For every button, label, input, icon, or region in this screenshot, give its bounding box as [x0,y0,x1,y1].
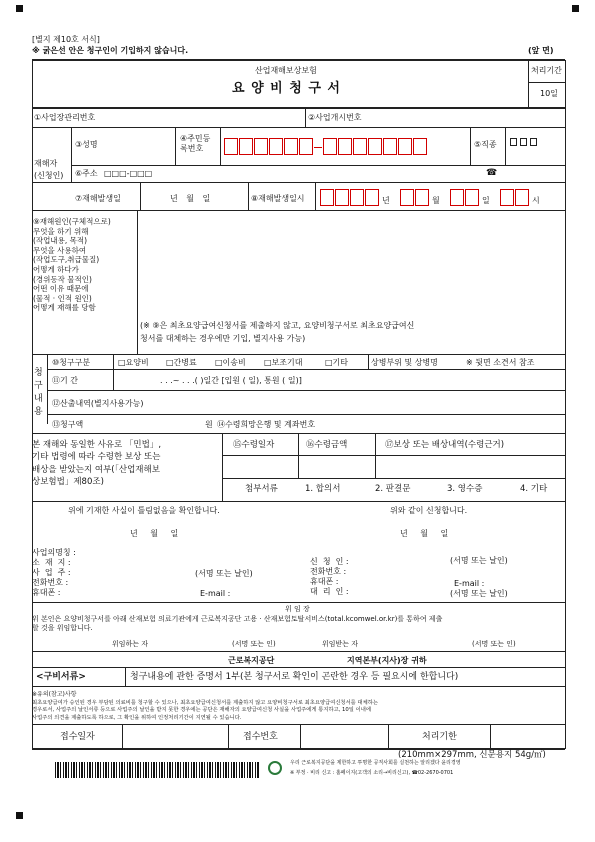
rrn-box-10[interactable] [368,138,382,155]
hour-box-2[interactable] [515,189,529,206]
claim-type-medical[interactable]: □요양비 [118,358,149,367]
delegation-text: 위 본인은 요양비청구서를 아래 산재보험 의료기관에게 근로복지공단 고용 · 산재보험토탈서비스(total.kcomwel.or.kr)를 통하여 제출 할 것을 위임합니다. [32,615,443,633]
injury-part-div [368,355,369,369]
injury-part-label: 상병부위 및 상병명 [371,358,438,367]
month-box-1[interactable] [400,189,414,206]
comp-head-bottom [222,455,565,456]
form-number: [별지 제10호 서식] [32,35,100,44]
rrn-box-13[interactable] [413,138,427,155]
attachment-agreement: 1. 합의서 [305,484,341,494]
required-docs-text: 청구내용에 관한 증명서 1부(본 청구서로 확인이 곤란한 경우 등 필요시에 한합니다) [130,672,459,682]
comp-bottom [32,501,565,502]
notes-title: ※유의(참고)사항 [32,691,77,698]
accident-date-div [140,183,141,210]
cause-bottom [32,354,565,355]
applicant-group-div [71,128,72,182]
rrn-box-3[interactable] [254,138,268,155]
applicant-group-label: 재해자 (신청인) [34,159,64,180]
attachment-receipt: 3. 영수증 [447,484,483,494]
comp-div-2 [298,434,299,478]
rrn-box-5[interactable] [284,138,298,155]
rrn-box-2[interactable] [239,138,253,155]
notes-text: 최초요양급여가 승인된 경우 부담된 의료비를 청구할 수 있으나, 최초요양급여신청서를 제출하지 않고 요양비청구서로 최초요양급여신청서를 대체하는 경우로서, 사업주의 날인서류 등으로 사업주의 날인을 받지 못한 경우에는 공단은 재해자의 요양급여신청 사실을 사업주에게 통지하고, 10일 이내에 사업주의 의견을 제출하도록 하으로, 그 확인을 위하여 인정처리기간이 지연될 수 있습니다. [32,700,378,721]
comp-div-3 [375,434,376,478]
compensation-text: 본 재해와 동일한 사유로 「민법」, 기타 법령에 따라 수령한 보상 또는 배상을 받았는지 여부(「산업재해보 상보험법」제80조) [32,440,162,487]
hour-label: 시 [532,196,540,205]
phone-icon: ☎ [486,168,498,178]
accident-date-format: 년 월 일 [170,194,211,203]
claim-amount-label: ⑬청구액 [52,420,84,429]
addressee-org: 근로복지공단 [228,656,275,665]
receipt-div-5 [490,725,491,748]
addressee-branch: 지역본부(지사)장 귀하 [347,656,427,665]
see-back-note: ※ 뒷면 소견서 참조 [466,358,535,367]
rrn-box-11[interactable] [383,138,397,155]
cause-label: ⑨재해원인(구체적으로) 무엇을 하기 위해 (작업내용, 목적) 무엇을 사용하여 (작업도구,취급물질) 어떻게 하다가 (경위동작 물적인) 어떤 이유 때문에 (물적 · 인적 원인) 어떻게 재해를 당함 [33,217,111,313]
injury-date-div2 [315,183,316,210]
claim-type-nursing[interactable]: □간병료 [166,358,197,367]
month-box-2[interactable] [415,189,429,206]
period-label: ⑪기 간 [52,376,78,385]
year-box-4[interactable] [365,189,379,206]
address-label: ⑥주소 [75,169,98,178]
cause-note-2: 청서를 대체하는 경우에만 기입, 별지사용 가능) [140,334,306,343]
year-label: 년 [382,196,390,205]
row1-div [305,108,306,127]
delegatee-sign: (서명 또는 인) [472,640,516,648]
rrn-box-8[interactable] [338,138,352,155]
top-border [32,59,565,61]
year-box-3[interactable] [350,189,364,206]
address-row-bottom [32,182,565,183]
injury-datetime-label: ⑧재해발생일시 [251,194,305,203]
processing-period-label: 처리기간 [531,66,562,75]
header-bottom-line [32,107,565,109]
claim-type-label: ⑩청구구분 [52,358,91,367]
agent-sign: (서명 또는 날인) [450,589,508,598]
claim-group-label: 청 구 내 용 [34,368,43,418]
start-no-label: ②사업개시번호 [308,113,362,122]
applicant-date: 년 월 일 [400,529,449,538]
year-box-2[interactable] [335,189,349,206]
delegation-title: 위 임 장 [285,605,310,613]
delegatee-label: 위임받는 자 [322,640,359,648]
accident-date-label: ⑦재해발생일 [75,194,121,203]
year-box-1[interactable] [320,189,334,206]
job-box-2[interactable] [520,138,527,146]
campaign-text: 우리 근로복지공단을 제한하고 투명한 공직사회를 실천하는 알리겠다 윤리경영 [290,760,461,766]
addressee-bottom [32,667,565,668]
injury-date-div [248,183,249,210]
rrn-box-7[interactable] [323,138,337,155]
bank-account-label: ⑭수령희망은행 및 계좌번호 [217,420,316,429]
period-divider [528,60,529,107]
attachments-label: 첨부서류 [245,484,278,494]
period-text: . . .~ . . .( )일간 [입원 ( 일), 통원 ( 일)] [160,376,302,385]
confirm-bottom [32,602,565,603]
kcomwel-logo-icon [268,761,282,775]
delegator-sign: (서명 또는 인) [232,640,276,648]
claim-type-prosthesis[interactable]: □보조기대 [264,358,303,367]
day-label: 일 [482,196,490,205]
receipt-div-1 [122,725,123,748]
dates-row-bottom [32,210,565,211]
claim-type-bottom [47,369,565,370]
applicant-confirm-heading: 위와 같이 신청합니다. [390,506,468,515]
hour-box-1[interactable] [500,189,514,206]
cause-note-1: (※ ⑨은 최초요양급여신청서를 제출하지 않고, 요양비청구서로 최초요양급여신 [140,321,415,330]
employer-sign: (서명 또는 날인) [195,569,253,578]
deadline-label: 처리기한 [422,732,457,742]
barcode [55,762,260,778]
claim-type-transport[interactable]: □이송비 [215,358,246,367]
rrn-box-12[interactable] [398,138,412,155]
delegator-label: 위임하는 자 [112,640,149,648]
corner-mark-top-left [16,5,23,12]
month-label: 월 [432,196,440,205]
form-notice: ※ 굵은선 안은 청구인이 기입하지 않습니다. [32,46,189,55]
receive-detail-label: ⑰보상 또는 배상내역(수령근거) [385,440,505,450]
receipt-div-3 [300,725,301,748]
employer-confirm-heading: 위에 기재한 사실이 틀림없음을 확인합니다. [68,506,220,515]
receive-amount-label: ⑯수령금액 [306,440,348,450]
rrn-box-4[interactable] [269,138,283,155]
comp-div-1 [222,434,223,501]
rrn-label: ④주민등 록번호 [180,134,211,154]
detail-bottom [47,414,565,415]
comp-body-bottom [222,478,565,479]
rrn-div [220,128,221,165]
period-line [528,82,565,83]
name-label: ③성명 [75,140,98,149]
left-border [32,60,33,749]
business-no-label: ①사업장관리번호 [34,113,96,122]
corner-mark-bottom-left [16,812,23,819]
processing-period-value: 10일 [540,89,558,98]
receipt-div-4 [388,725,389,748]
notes-bottom [32,724,565,725]
calculation-detail-label: ⑫산출내역(별지사용가능) [52,399,144,408]
postal-code-boxes[interactable]: □□□-□□□ [104,169,153,178]
applicant-sign: (서명 또는 날인) [450,556,508,565]
receipt-date-label: 접수일자 [60,732,95,742]
job-box-3[interactable] [530,138,537,146]
period-bottom [47,390,565,391]
employer-fields: 사업의명칭 : 소 재 지 : 사 업 주 : 전화번호 : 휴대폰 : [32,548,76,597]
receive-date-label: ⑮수령일자 [233,440,275,450]
rrn-box-9[interactable] [353,138,367,155]
cause-div [137,211,138,354]
name-row-bottom [71,165,565,166]
job-box-div [505,128,506,165]
applicant-fields: 신 청 인 : 전화번호 : 휴대폰 : 대 리 인 : [310,557,349,596]
job-box-1[interactable] [510,138,517,146]
period-div [113,370,114,390]
receipt-no-label: 접수번호 [243,732,278,742]
applicant-email: E-mail : [454,579,485,588]
docs-bottom [32,686,565,687]
rrn-box-6[interactable] [299,138,313,155]
name-div [175,128,176,165]
claim-type-div [113,355,114,369]
day-box-1[interactable] [450,189,464,206]
form-title: 요 양 비 청 구 서 [232,81,341,96]
corner-mark-top-right [572,5,579,12]
rrn-box-1[interactable] [224,138,238,155]
employer-date: 년 월 일 [130,529,179,538]
page-side: (앞 면) [528,46,554,55]
required-docs-label: <구비서류> [36,672,86,682]
won-label: 원 [205,420,213,429]
rrn-dash [314,147,322,148]
day-box-2[interactable] [465,189,479,206]
delegation-bottom [32,651,565,652]
claim-type-other[interactable]: □기타 [325,358,349,367]
paper-size-note: (210mm×297mm, 신문용지 54g/㎡) [398,750,546,760]
job-label: ⑤직종 [474,140,497,149]
attachment-other: 4. 기타 [520,484,548,494]
right-border [565,60,566,749]
attachment-judgment: 2. 판결문 [375,484,411,494]
employer-email: E-mail : [200,589,231,598]
docs-div [125,668,126,686]
job-div [470,128,471,165]
receipt-div-2 [228,725,229,748]
report-text: ※ 부정 · 비리 신고 : 홈페이지(고객의 소리→비리신고), ☎02-2670-0701 [290,770,454,776]
row1-bottom [32,127,565,128]
form-org: 산업재해보상보험 [255,66,317,75]
